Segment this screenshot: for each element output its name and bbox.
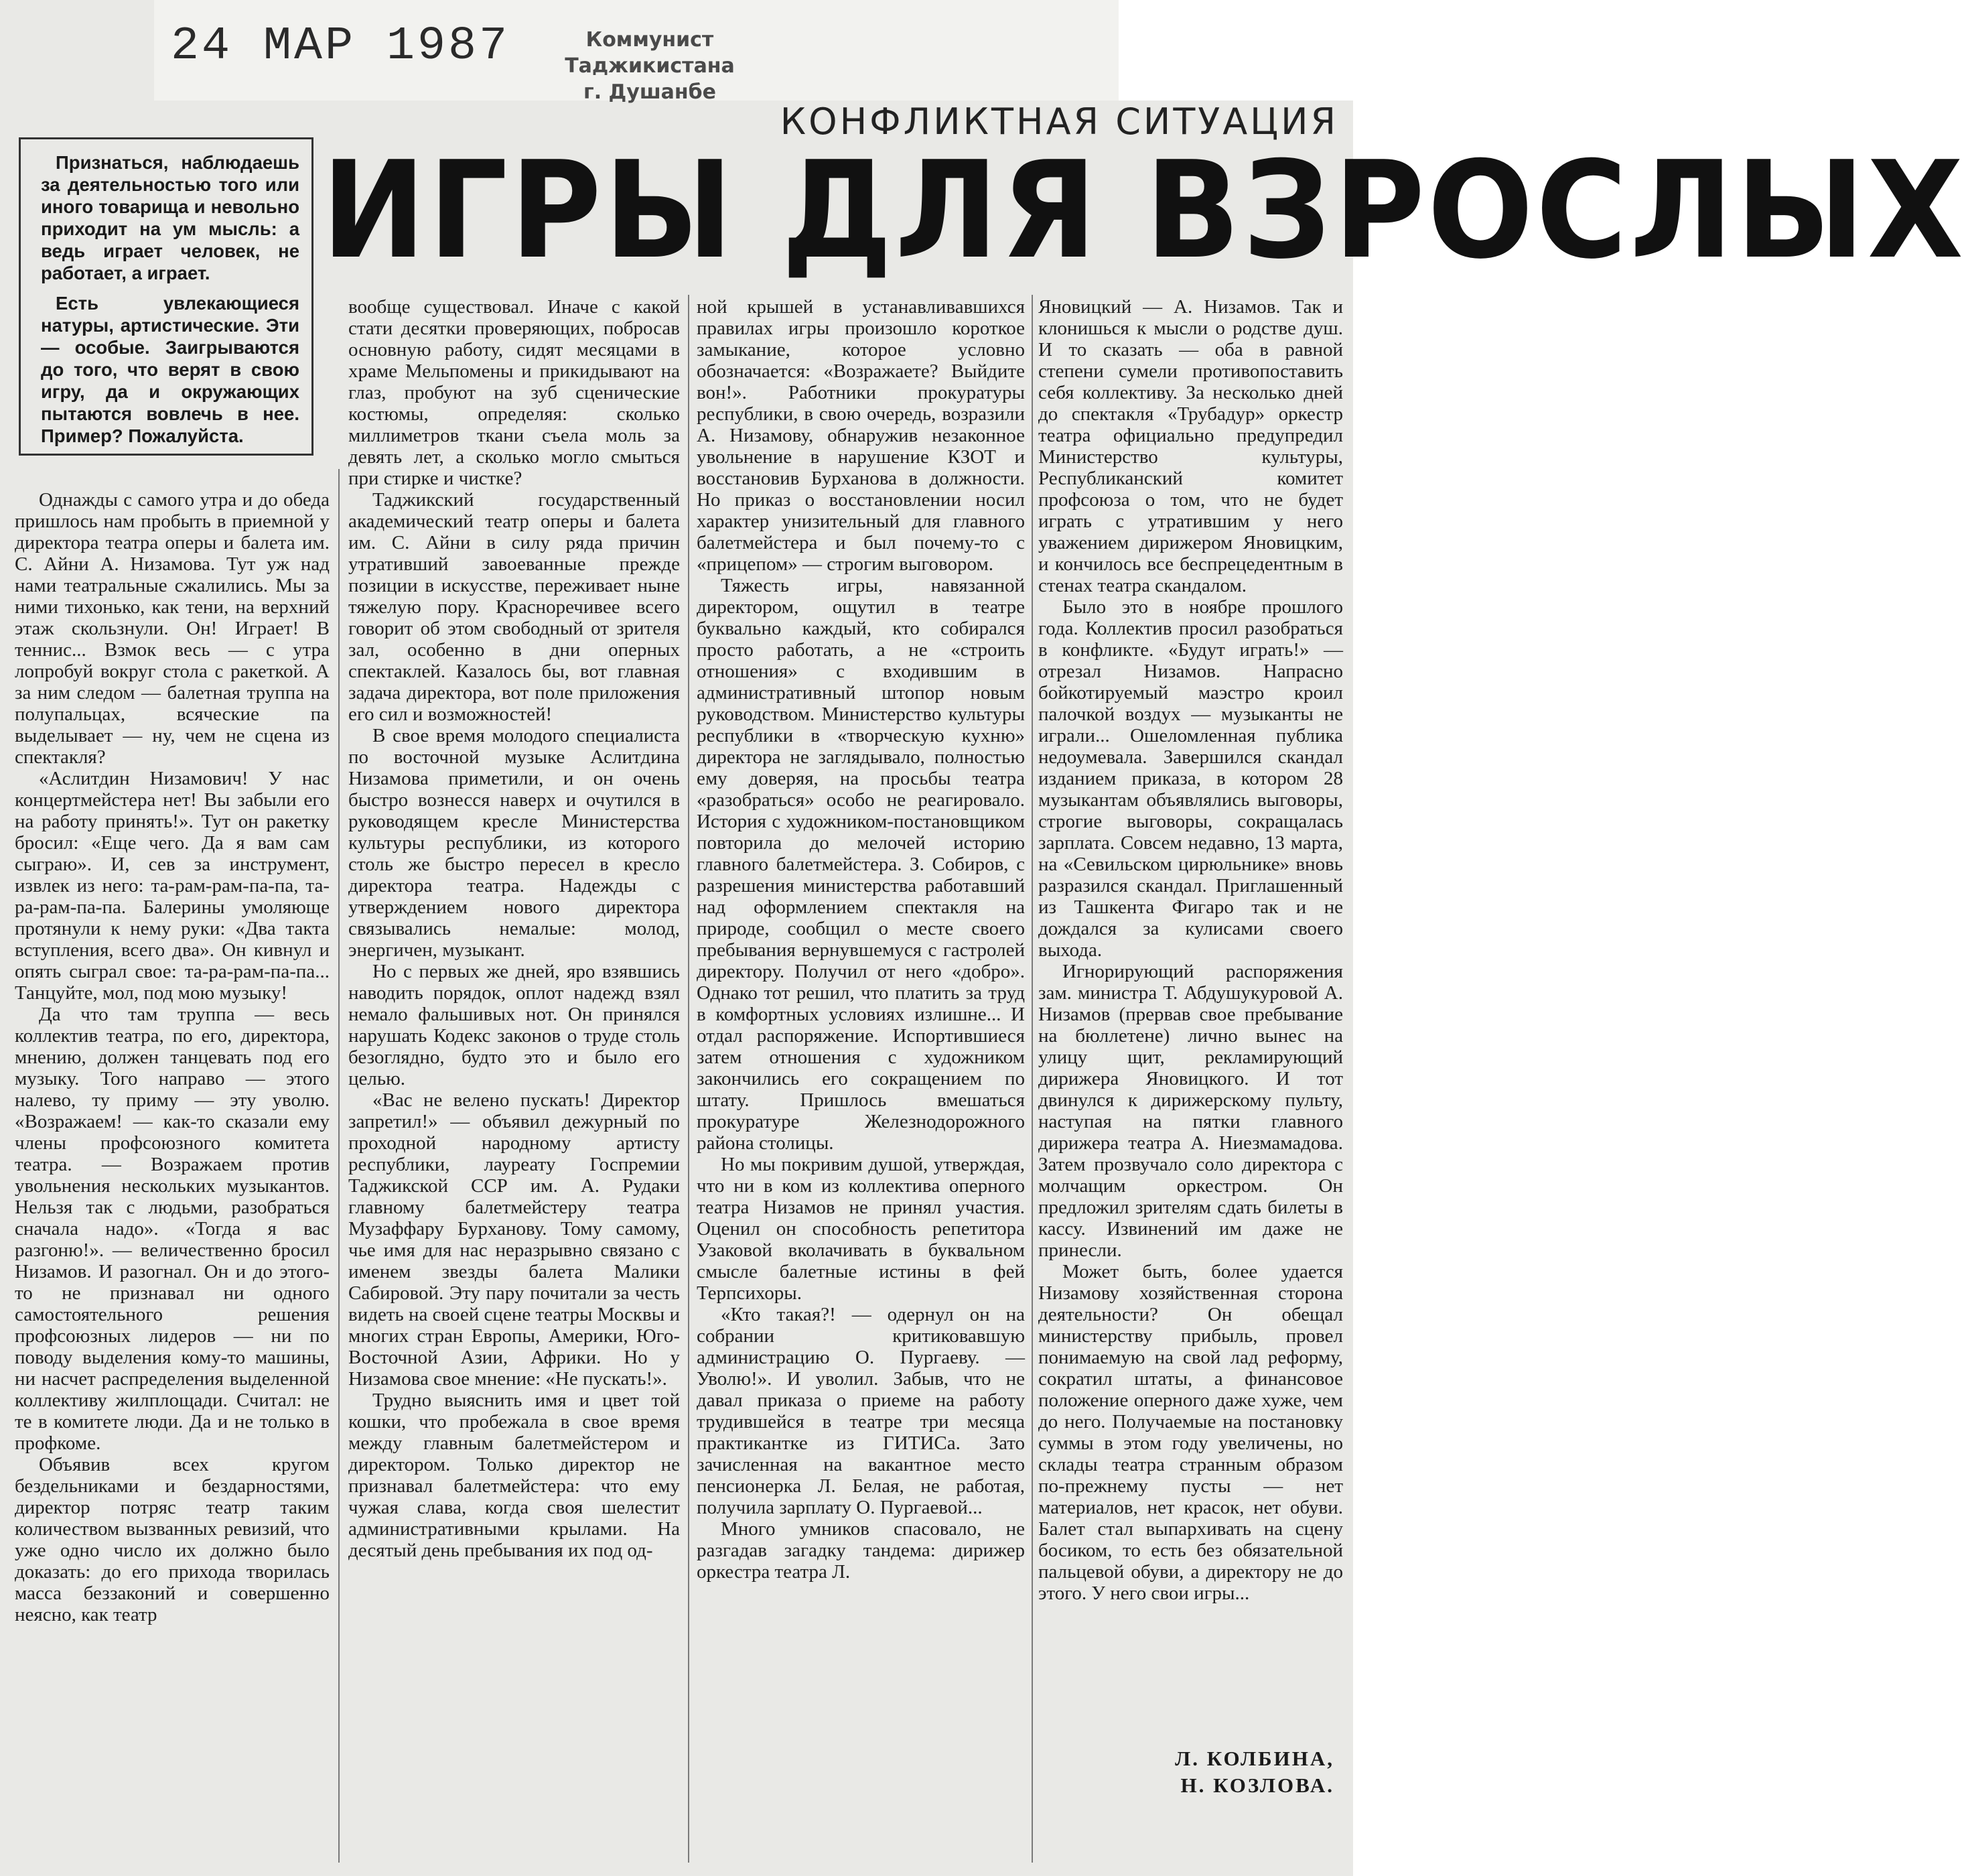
- paragraph: ной крышей в устанавливавшихся правилах игры произошло короткое замыкание, которое условно обозначается: «Возражаете? Выйдите вон!». Работники прокуратуры республики, в свою очередь, возразили А. Низамову, обнаружив незаконное увольнение в нарушение КЗОТ и восстановив Бурханова в должности. Но приказ о восстановлении носил характер унизительный для главного балетмейстера и был почему-то с «прицепом» — строгим выговором.: [697, 296, 1025, 575]
- page-margin: [1119, 0, 1353, 100]
- author-name: Л. КОЛБИНА,: [1175, 1747, 1334, 1770]
- headline: ИГРЫ ДЛЯ ВЗРОСЛЫХ: [322, 133, 1966, 289]
- paragraph: Тяжесть игры, навязанной директором, ощутил в театре буквально каждый, кто собирался просто работать, а не «строить отношения» с входившим в административный штопор новым руководством. Министерство культуры республики в «творческую кухню» директора не заглядывало, полностью ему доверяя, на просьбы театра «разобраться» особо не реагировало. История с художником-постановщиком повторила до мелочей историю главного балетмейстера. З. Собиров, с разрешения министерства работавший над оформлением спектакля на природе, сообщил о месте своего пребывания вернувшемуся с гастролей директору. Получил от него «добро». Однако тот решил, что платить за труд в комфортных условиях излишне... И отдал распоряжение. Испортившиеся затем отношения с художником закончились его сокращением по штату. Пришлось вмешаться прокуратуре Железнодорожного района столицы.: [697, 575, 1025, 1154]
- paragraph: Может быть, более удается Низамову хозяйственная сторона деятельности? Он обещал министерству прибыль, провел понимаемую на свой лад реформу, сократил штаты, а финансовое положение оперного даже хуже, чем до него. Получаемые на постановку суммы в этом году увеличены, но склады театра странным образом по-прежнему пусты — нет материалов, нет красок, нет обуви. Балет стал выпархивать на сцену босиком, то есть без обязательной пальцевой обуви, а директору не до этого. У него свои игры...: [1038, 1261, 1343, 1604]
- paragraph: Однажды с самого утра и до обеда пришлось нам пробыть в приемной у директора театра оперы и балета им. С. Айни А. Низамова. Тут уж над нами театральные сжалились. Мы за ними тихонько, как тени, на верхний этаж скользнули. Он! Играет! В теннис... Взмок весь — с утра лопробуй вокруг стола с ракеткой. А за ним следом — балетная труппа на полупальцах, всяческие па выделывает — ну, чем не сцена из спектакля?: [15, 489, 330, 768]
- paragraph: «Вас не велено пускать! Директор запретил!» — объявил дежурный по проходной народному артисту республики, лауреату Госпремии Таджикской ССР им. А. Рудаки главному балетмейстеру театра Музаффару Бурханову. Тому самому, чье имя для нас неразрывно связано с именем звезды балета Малики Сабировой. Эту пару почитали за честь видеть на своей сцене театры Москвы и многих стран Европы, Америки, Юго-Восточной Азии, Африки. Но у Низамова свое мнение: «Не пускать!».: [348, 1089, 680, 1390]
- article-column-3: [697, 296, 1025, 1871]
- newspaper-name: Коммунист Таджикистана: [565, 28, 735, 78]
- author-name: Н. КОЗЛОВА.: [1180, 1773, 1334, 1797]
- article-column-4: [1038, 296, 1343, 1743]
- paragraph: Трудно выяснить имя и цвет той кошки, что пробежала в свое время между главным балетмейстером и директором. Только директор не признавал балетмейстера: что ему чужая слава, когда своя шелестит административными крылами. На десятый день пребывания их под од-: [348, 1390, 680, 1561]
- lead-paragraph: Признаться, наблюдаешь за деятельностью того или иного товарища и невольно приходит на ум мысль: а ведь играет человек, не работает, а играет.: [41, 152, 299, 283]
- paragraph: «Аслитдин Низамович! У нас концертмейстера нет! Вы забыли его на работу принять!». Тут он ракетку бросил: «Еще чего. Да я вам сам сыграю». И, сев за инструмент, извлек из него: та-рам-рам-па-па, та-ра-рам-па-па. Балерины умоляюще протянули к нему руки: «Два такта вступления, всего два». Он кивнул и опять сыграл свое: та-ра-рам-па-па... Танцуйте, мол, под мою музыку!: [15, 768, 330, 1004]
- column-rule: [338, 469, 340, 1863]
- author-signature: [1133, 1745, 1334, 1799]
- paragraph: Да что там труппа — весь коллектив театра, по его, директора, мнению, должен танцевать под его музыку. Того направо — этого налево, ту приму — эту уволю. «Возражаем! — как-то сказали ему члены профсоюзного комитета театра. — Возражаем против увольнения нескольких музыкантов. Нельзя так с людьми, разобраться сначала надо». «Тогда я вас разгоню!». — величественно бросил Низамов. И разогнал. Он и до этого-то не признавал ни одного самостоятельного решения профсоюзных лидеров — ни по поводу выделения кому-то машины, ни насчет распределения выделенной коллективу жилплощади. Считал: не те в комитете люди. Да и не только в профкоме.: [15, 1004, 330, 1454]
- paragraph: Яновицкий — А. Низамов. Так и клонишься к мысли о родстве душ. И то сказать — оба в равной степени сумели противопоставить себя коллективу. За несколько дней до спектакля «Трубадур» оркестр театра официально предупредил Министерство культуры, Республиканский комитет профсоюза о том, что не будет играть с утратившим у него уважением дирижером Яновицким, и кончилось все беспрецедентным в стенах театра скандалом.: [1038, 296, 1343, 596]
- rubric: КОНФЛИКТНАЯ СИТУАЦИЯ: [780, 100, 1338, 143]
- paragraph: Объявив всех кругом бездельниками и бездарностями, директор потряс театр таким количеством вызванных ревизий, что уже одно число их должно было доказать: до его прихода творилась масса беззаконий и совершенно неясно, как театр: [15, 1454, 330, 1625]
- paragraph: Таджикский государственный академический театр оперы и балета им. С. Айни в силу ряда причин утративший завоеванные прежде позиции в искусстве, переживает ныне тяжелую пору. Красноречивее всего говорит об этом свободный от зрителя зал, особенно в дни оперных спектаклей. Казалось бы, вот главная задача директора, вот поле приложения его сил и возможностей!: [348, 489, 680, 725]
- newspaper-city: г. Душанбе: [583, 80, 716, 104]
- newspaper-stamp: [509, 27, 790, 105]
- date-stamp: 24 МАР 1987: [171, 20, 510, 73]
- paragraph: В свое время молодого специалиста по восточной музыке Аслитдина Низамова приметили, и он очень быстро вознесся наверх и очутился в руководящем кресле Министерства культуры республики, из которого столь же быстро пересел в кресло директора театра. Надежды с утверждением нового директора связывались немалые: молод, энергичен, музыкант.: [348, 725, 680, 961]
- paragraph: «Кто такая?! — одернул он на собрании критиковавшую администрацию О. Пургаеву. — Уволю!». И уволил. Забыв, что не давал приказа о приеме на работу трудившейся в театре три месяца практикантке из ГИТИСа. Зато зачисленная на вакантное место пенсионерка Л. Белая, не работая, получила зарплату О. Пургаевой...: [697, 1304, 1025, 1518]
- article-column-1: [15, 489, 330, 1869]
- article-column-2: [348, 296, 680, 1871]
- paragraph: Но мы покривим душой, утверждая, что ни в ком из коллектива оперного театра Низамов не принял участия. Оценил он способность репетитора Узаковой вколачивать в буквальном смысле балетные истины в фей Терпсихоры.: [697, 1154, 1025, 1304]
- paragraph: вообще существовал. Иначе с какой стати десятки проверяющих, побросав основную работу, сидят месяцами в храме Мельпомены и прикидывают на глаз, пробуют на зуб сценические костюмы, определяя: сколько миллиметров ткани съела моль за девять лет, а сколько могло смыться при стирке и чистке?: [348, 296, 680, 489]
- paragraph: Но с первых же дней, яро взявшись наводить порядок, оплот надежд взял немало фальшивых нот. Он принялся нарушать Кодекс законов о труде столь безоглядно, будто это и было его целью.: [348, 961, 680, 1089]
- paragraph: Игнорирующий распоряжения зам. министра Т. Абдушукуровой А. Низамов (прервав свое пребывание на бюллетене) лично вынес на улицу щит, рекламирующий дирижера Яновицкого. И тот двинулся к дирижерскому пульту, наступая на пятки главного дирижера театра А. Ниезмамадова. Затем прозвучало соло директора с молчащим оркестром. Он предложил зрителям сдать билеты в кассу. Извинений им даже не принесли.: [1038, 961, 1343, 1261]
- paragraph: Много умников спасовало, не разгадав загадку тандема: дирижер оркестра театра Л.: [697, 1518, 1025, 1583]
- column-rule: [688, 295, 689, 1863]
- column-rule: [1032, 295, 1033, 1863]
- paragraph: Было это в ноябре прошлого года. Коллектив просил разобраться в конфликте. «Будут играть!» — отрезал Низамов. Напрасно бойкотируемый маэстро кроил палочкой воздух — музыканты не играли... Ошеломленная публика недоумевала. Завершился скандал изданием приказа, в котором 28 музыкантам объявлялись выговоры, строгие выговоры, сокращалась зарплата. Совсем недавно, 13 марта, на «Севильском цирюльнике» вновь разразился скандал. Приглашенный из Ташкента Фигаро так и не дождался за кулисами своего выхода.: [1038, 596, 1343, 961]
- lead-box: [19, 137, 313, 456]
- lead-paragraph: Есть увлекающиеся натуры, артистические. Эти — особые. Заигрываются до того, что верят в свою игру, да и окружающих пытаются вовлечь в нее. Пример? Пожалуйста.: [41, 293, 299, 446]
